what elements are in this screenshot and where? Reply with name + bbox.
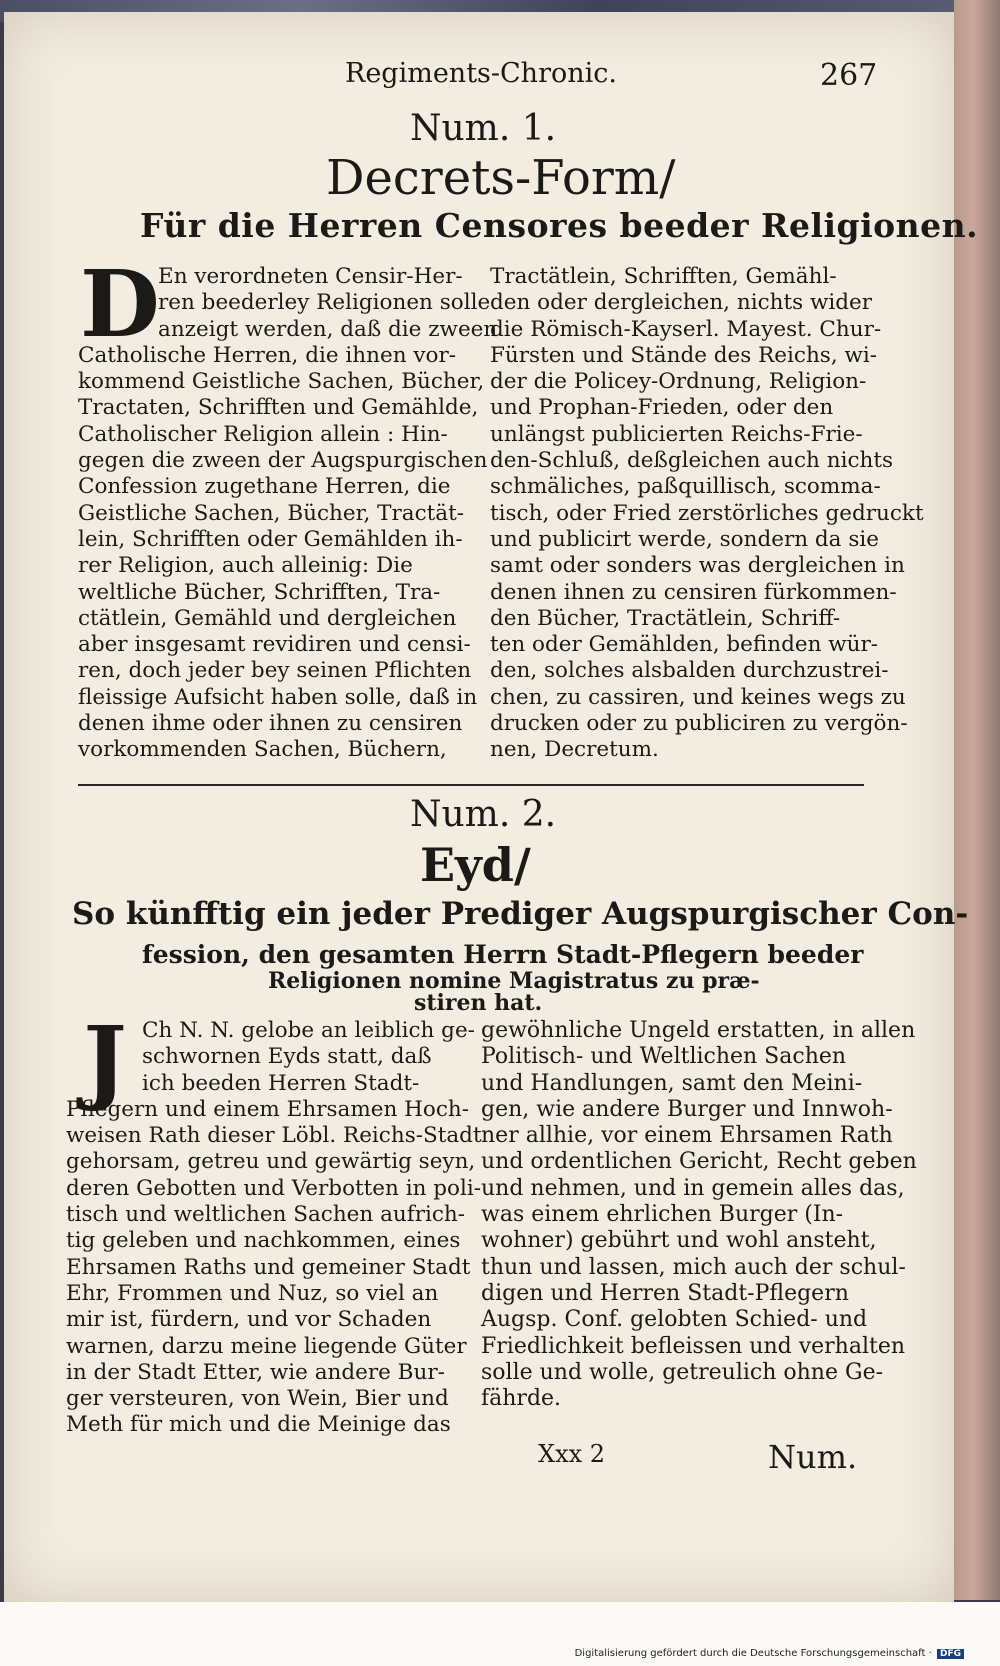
section2-subtitle-line1: So künfftig ein jeder Prediger Augspurgischer Con- bbox=[72, 896, 969, 932]
text-line: die Römisch-Kayserl. Mayest. Chur- bbox=[490, 316, 882, 342]
section1-number: Num. 1. bbox=[410, 108, 557, 149]
text-line: warnen, darzu meine liegende Güter bbox=[66, 1333, 467, 1359]
text-line: chen, zu cassiren, und keines wegs zu bbox=[490, 684, 906, 710]
section2-subtitle-line4: stiren hat. bbox=[414, 990, 543, 1016]
section1-title: Decrets-Form/ bbox=[326, 150, 676, 206]
section2-number: Num. 2. bbox=[410, 794, 557, 835]
text-line: ren beederley Religionen solle bbox=[158, 290, 491, 316]
text-line: Augsp. Conf. gelobten Schied- und bbox=[481, 1307, 868, 1333]
section2-dropcap: J bbox=[83, 1006, 127, 1114]
text-line: Catholischer Religion allein : Hin- bbox=[78, 421, 448, 447]
text-line: lein, Schrifften oder Gemählden ih- bbox=[78, 526, 463, 552]
text-line: und publicirt werde, sondern da sie bbox=[490, 526, 879, 552]
text-line: und nehmen, und in gemein alles das, bbox=[481, 1175, 905, 1201]
catchword: Num. bbox=[768, 1438, 858, 1476]
section2-column-left bbox=[66, 1018, 482, 1439]
text-line: Catholische Herren, die ihnen vor- bbox=[78, 342, 457, 368]
text-line: den oder dergleichen, nichts wider bbox=[490, 290, 873, 316]
text-line: denen ihme oder ihnen zu censiren bbox=[78, 711, 463, 737]
text-line: deren Gebotten und Verbotten in poli- bbox=[66, 1175, 481, 1201]
text-line: ger versteuren, von Wein, Bier und bbox=[66, 1386, 449, 1412]
text-line: den-Schluß, deßgleichen auch nichts bbox=[490, 448, 894, 474]
text-line: schwornen Eyds statt, daß bbox=[142, 1044, 432, 1070]
text-line: Fürsten und Stände des Reichs, wi- bbox=[490, 342, 878, 368]
section2-title: Eyd/ bbox=[420, 838, 531, 892]
text-line: Politisch- und Weltlichen Sachen bbox=[481, 1044, 847, 1070]
text-line: drucken oder zu publiciren zu vergön- bbox=[490, 711, 908, 737]
text-line: mir ist, fürdern, und vor Schaden bbox=[66, 1307, 432, 1333]
section1-column-right bbox=[490, 264, 924, 764]
section-divider bbox=[78, 784, 864, 786]
text-line: in der Stadt Etter, wie andere Bur- bbox=[66, 1359, 445, 1385]
text-line: tig geleben und nachkommen, eines bbox=[66, 1228, 461, 1254]
text-line: En verordneten Censir-Her- bbox=[158, 264, 463, 289]
text-line: tisch und weltlichen Sachen aufrich- bbox=[66, 1202, 466, 1228]
text-line: Ehrsamen Raths und gemeiner Stadt bbox=[66, 1254, 471, 1280]
section1-subtitle: Für die Herren Censores beeder Religionen. bbox=[140, 206, 979, 245]
text-line: fährde. bbox=[481, 1386, 562, 1412]
text-line: weltliche Bücher, Schrifften, Tra- bbox=[78, 579, 441, 605]
section2-subtitle-line3: Religionen nomine Magistratus zu præ- bbox=[268, 968, 760, 994]
section1-column-left bbox=[78, 264, 498, 764]
text-line: thun und lassen, mich auch der schul- bbox=[481, 1254, 906, 1280]
text-line: weisen Rath dieser Löbl. Reichs-Stadt bbox=[66, 1123, 482, 1149]
text-line: den, solches alsbalden durchzustrei- bbox=[490, 658, 889, 684]
text-line: Confession zugethane Herren, die bbox=[78, 474, 451, 500]
digitization-footer bbox=[0, 1602, 1000, 1666]
text-line: denen ihnen zu censiren fürkommen- bbox=[490, 579, 897, 605]
text-line: ren, doch jeder bey seinen Pflichten bbox=[78, 658, 472, 684]
text-line: gen, wie andere Burger und Innwoh- bbox=[481, 1096, 893, 1122]
section2-column-right bbox=[481, 1018, 917, 1412]
text-line: Meth für mich und die Meinige das bbox=[66, 1412, 451, 1438]
text-line: Ch N. N. gelobe an leiblich ge- bbox=[142, 1018, 475, 1043]
page-number: 267 bbox=[820, 58, 878, 93]
text-line: wohner) gebührt und wohl ansteht, bbox=[481, 1228, 877, 1254]
text-line: Ehr, Frommen und Nuz, so viel an bbox=[66, 1280, 439, 1306]
text-line: und Handlungen, samt den Meini- bbox=[481, 1070, 863, 1096]
text-line: gegen die zween der Augspurgischen bbox=[78, 448, 488, 474]
text-line: der die Policey-Ordnung, Religion- bbox=[490, 369, 867, 395]
text-line: unlängst publicierten Reichs-Frie- bbox=[490, 421, 863, 447]
text-line: Tractaten, Schrifften und Gemählde, bbox=[78, 395, 479, 421]
text-line: gewöhnliche Ungeld erstatten, in allen bbox=[481, 1018, 916, 1043]
text-line: gehorsam, getreu und gewärtig seyn, bbox=[66, 1149, 476, 1175]
text-line: ctätlein, Gemähld und dergleichen bbox=[78, 605, 457, 631]
text-line: was einem ehrlichen Burger (In- bbox=[481, 1202, 844, 1228]
text-line: vorkommenden Sachen, Büchern, bbox=[78, 737, 447, 763]
text-line: fleissige Aufsicht haben solle, daß in bbox=[78, 684, 478, 710]
text-line: und Prophan-Frieden, oder den bbox=[490, 395, 834, 421]
text-line: aber insgesamt revidiren und censi- bbox=[78, 632, 471, 658]
text-line: ich beeden Herren Stadt- bbox=[142, 1070, 420, 1096]
text-line: digen und Herren Stadt-Pflegern bbox=[481, 1280, 849, 1306]
text-line: und ordentlichen Gericht, Recht geben bbox=[481, 1149, 917, 1175]
text-line: ten oder Gemählden, befinden wür- bbox=[490, 632, 879, 658]
text-line: samt oder sonders was dergleichen in bbox=[490, 553, 905, 579]
running-head: Regiments-Chronic. bbox=[345, 58, 617, 89]
text-line: schmäliches, paßquillisch, scomma- bbox=[490, 474, 881, 500]
text-line: kommend Geistliche Sachen, Bücher, bbox=[78, 369, 485, 395]
footer-credit: Digitalisierung gefördert durch die Deutsche Forschungsgemeinschaft bbox=[574, 1648, 926, 1659]
text-line: Pflegern und einem Ehrsamen Hoch- bbox=[66, 1096, 469, 1122]
text-line: Geistliche Sachen, Bücher, Tractät- bbox=[78, 500, 465, 526]
text-line: nen, Decretum. bbox=[490, 737, 659, 763]
text-line: Tractätlein, Schrifften, Gemähl- bbox=[490, 264, 837, 289]
text-line: anzeigt werden, daß die zween bbox=[158, 316, 498, 342]
text-line: tisch, oder Fried zerstörliches gedruckt bbox=[490, 500, 924, 526]
text-line: rer Religion, auch alleinig: Die bbox=[78, 553, 413, 579]
section1-dropcap: D bbox=[80, 250, 160, 358]
text-line: den Bücher, Tractätlein, Schriff- bbox=[490, 605, 841, 631]
dfg-logo: DFG bbox=[937, 1649, 964, 1659]
text-line: ner allhie, vor einem Ehrsamen Rath bbox=[481, 1123, 893, 1149]
section2-subtitle-line2: fession, den gesamten Herrn Stadt-Pflegern beeder bbox=[142, 940, 864, 969]
footer-credit-line: Digitalisierung gefördert durch die Deutsche Forschungsgemeinschaft · DFG bbox=[575, 1648, 964, 1659]
signature-mark: Xxx 2 bbox=[538, 1440, 606, 1468]
text-line: solle und wolle, getreulich ohne Ge- bbox=[481, 1359, 884, 1385]
text-line: Friedlichkeit befleissen und verhalten bbox=[481, 1333, 906, 1359]
